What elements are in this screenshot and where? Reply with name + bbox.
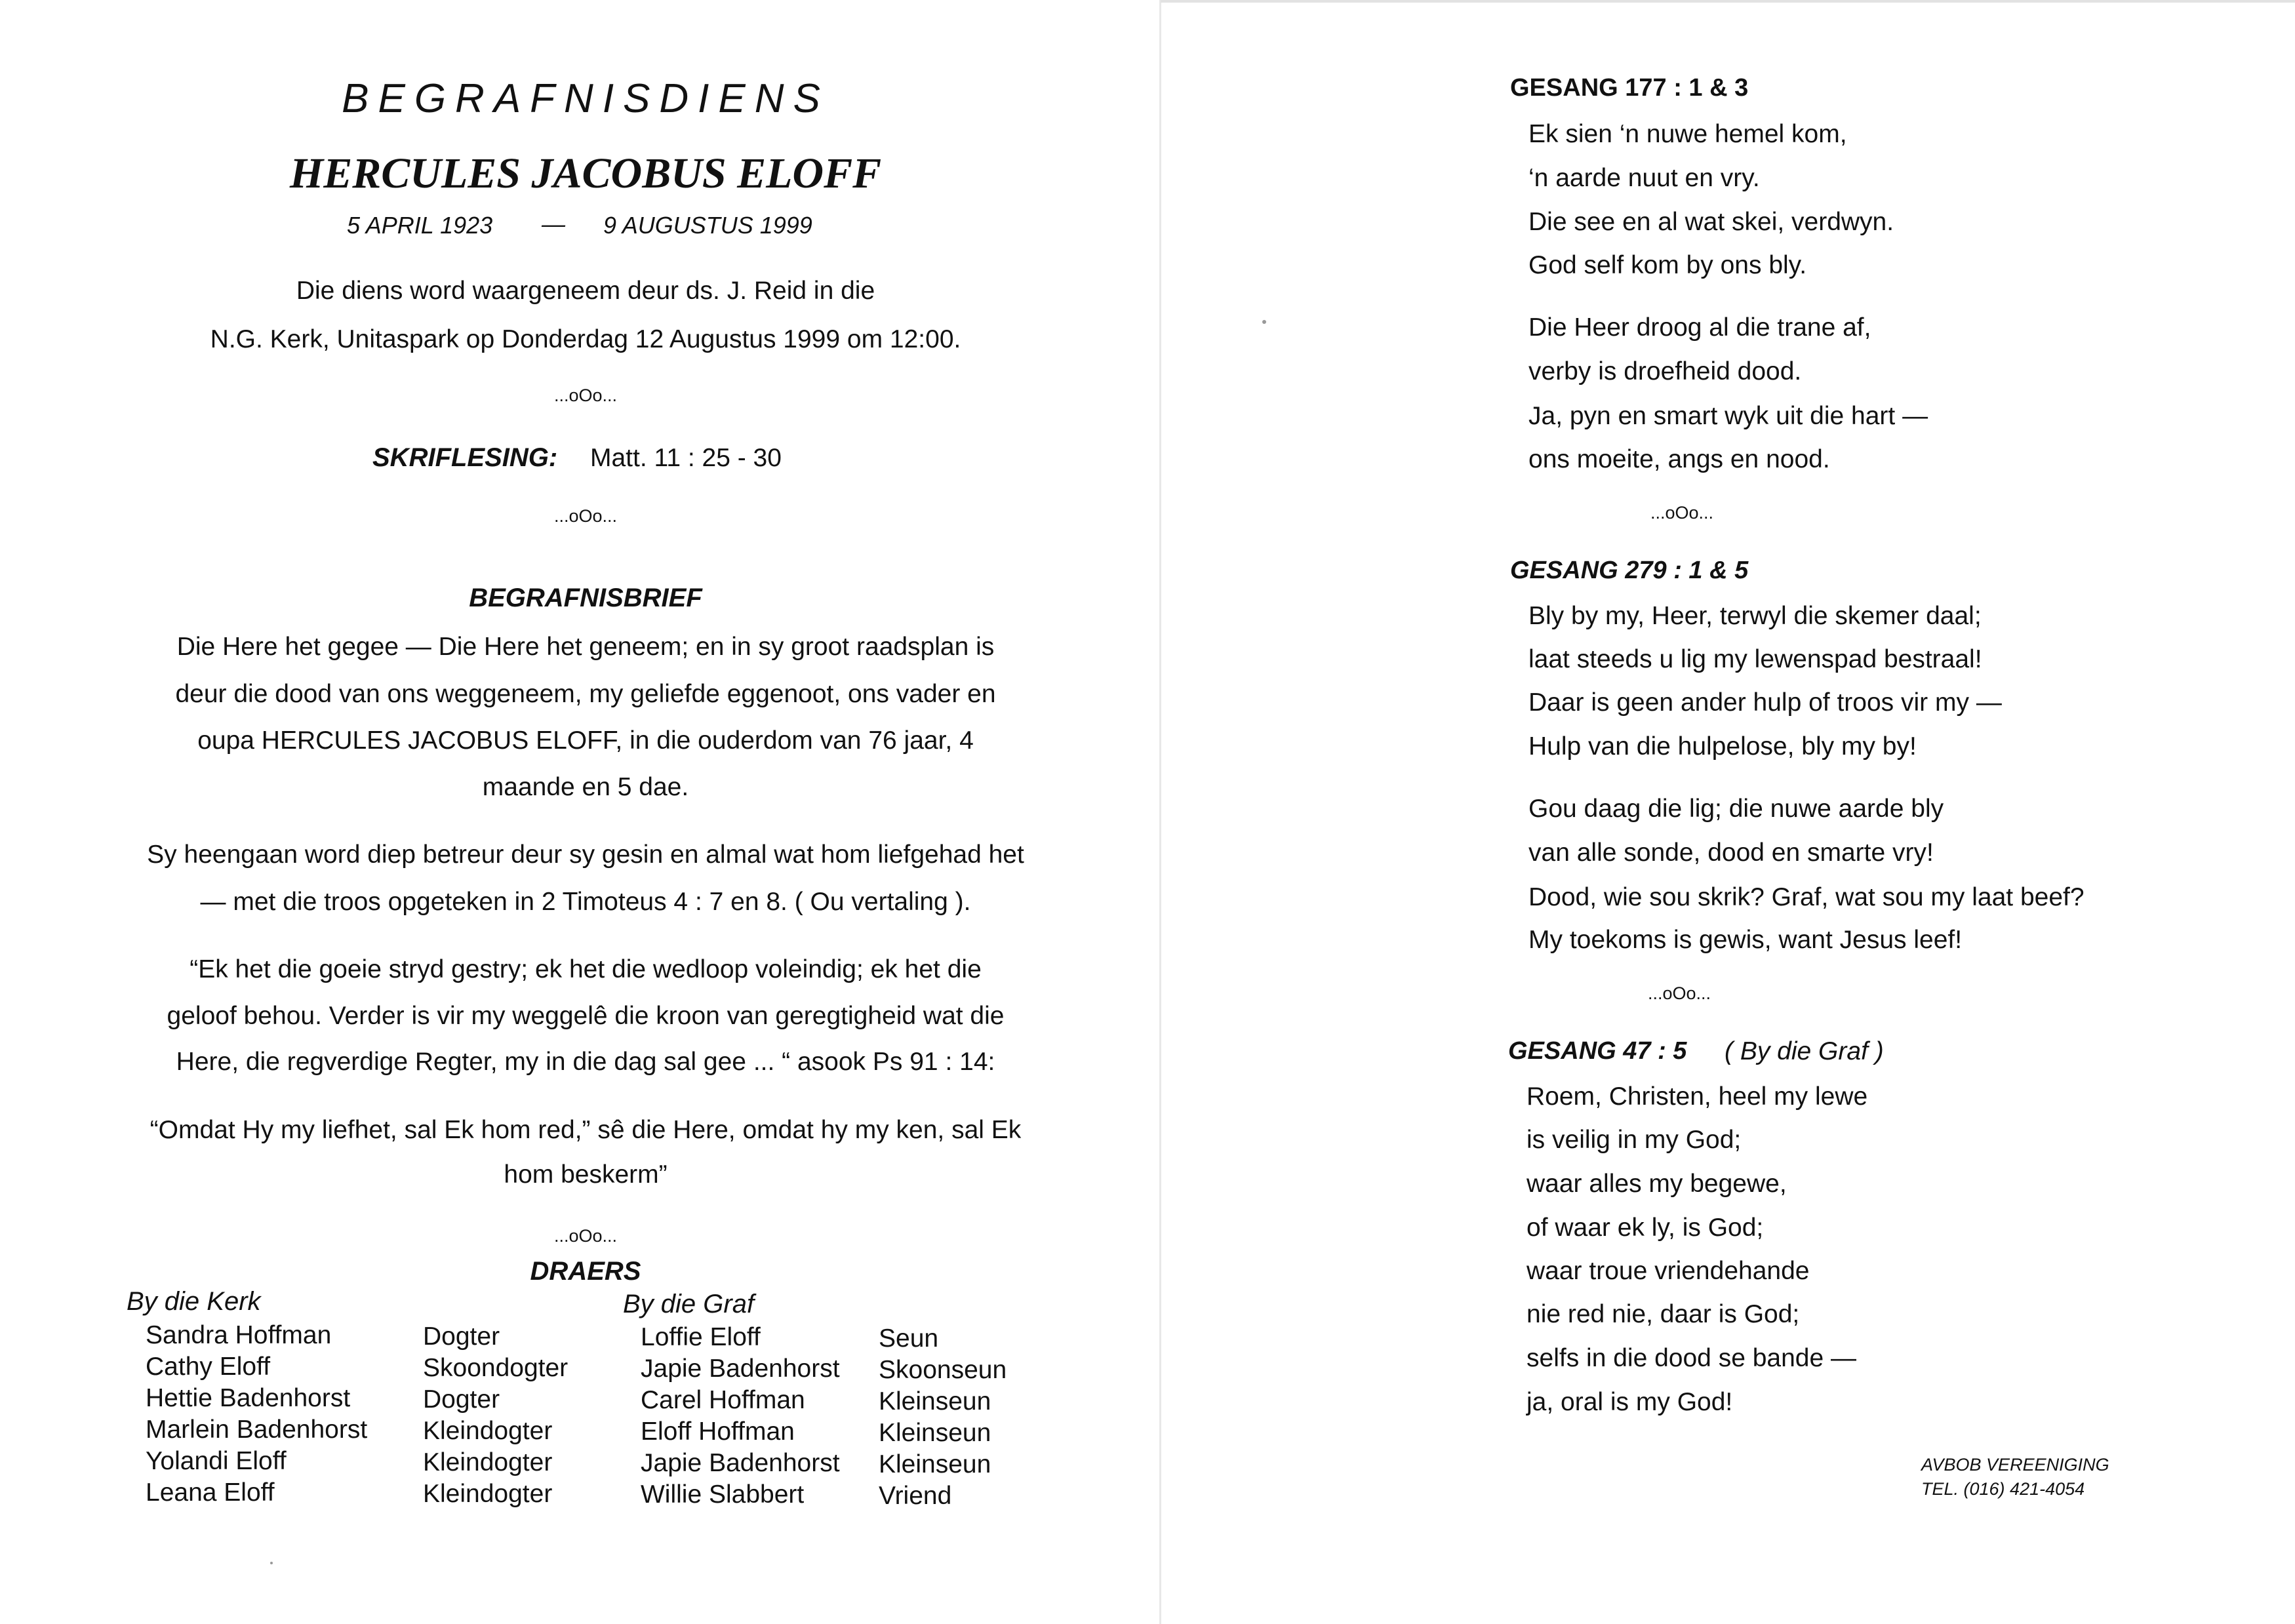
bearer-relation: Kleinseun: [879, 1419, 991, 1447]
hymn-line: Hulp van die hulpelose, bly my by!: [1528, 732, 1917, 761]
funeral-home-name: AVBOB VEREENIGING: [1921, 1455, 2109, 1475]
grave-bearers-heading: By die Graf: [623, 1290, 755, 1318]
birth-date: 5 APRIL 1923: [347, 212, 493, 239]
bearer-relation: Dogter: [423, 1385, 500, 1414]
separator: ...oOo...: [553, 506, 618, 526]
bearer-relation: Kleindogter: [423, 1448, 553, 1476]
bearer-name: Eloff Hoffman: [641, 1417, 795, 1446]
bearer-name: Japie Badenhorst: [641, 1449, 840, 1477]
service-line: Die diens word waargeneem deur ds. J. Reid in die: [296, 277, 875, 305]
church-bearers-heading: By die Kerk: [127, 1287, 261, 1316]
bearer-relation: Seun: [879, 1324, 939, 1353]
hymn-line: of waar ek ly, is God;: [1527, 1214, 1764, 1242]
bearer-name: Marlein Badenhorst: [146, 1416, 368, 1444]
hymn-line: Ek sien ‘n nuwe hemel kom,: [1528, 120, 1847, 148]
bearer-name: Yolandi Eloff: [146, 1447, 287, 1475]
bearer-relation: Kleinseun: [879, 1450, 991, 1478]
bearer-relation: Dogter: [423, 1322, 500, 1351]
date-dash: —: [542, 210, 565, 237]
letter-line: Sy heengaan word diep betreur deur sy gesin en almal wat hom liefgehad het: [147, 841, 1024, 869]
bearer-name: Willie Slabbert: [641, 1480, 805, 1509]
bearer-name: Leana Eloff: [146, 1478, 275, 1507]
bearers-heading: DRAERS: [530, 1257, 641, 1286]
hymn-title: GESANG 279 : 1 & 5: [1510, 557, 1749, 584]
bearer-relation: Kleindogter: [423, 1417, 553, 1445]
hymn-line: ‘n aarde nuut en vry.: [1528, 164, 1760, 192]
hymn-line: Daar is geen ander hulp of troos vir my —: [1528, 688, 2002, 717]
hymn-line: van alle sonde, dood en smarte vry!: [1528, 839, 1934, 867]
letter-line: deur die dood van ons weggeneem, my geliefde eggenoot, ons vader en: [175, 680, 996, 708]
letter-line: maande en 5 dae.: [482, 773, 689, 801]
letter-line: Die Here het gegee — Die Here het geneem; en in sy groot raadsplan is: [176, 633, 995, 661]
letter-line: — met die troos opgeteken in 2 Timoteus 4 : 7 en 8. ( Ou vertaling ).: [200, 888, 971, 916]
letter-line: “Ek het die goeie stryd gestry; ek het die wedloop voleindig; ek het die: [190, 955, 982, 983]
page-title: BEGRAFNISDIENS: [342, 76, 829, 121]
bearer-relation: Skoonseun: [879, 1356, 1007, 1384]
separator: ...oOo...: [553, 1226, 618, 1246]
hymn-line: Die Heer droog al die trane af,: [1528, 313, 1871, 342]
bearer-name: Loffie Eloff: [641, 1323, 761, 1351]
hymn-line: Gou daag die lig; die nuwe aarde bly: [1528, 795, 1944, 823]
hymn-line: verby is droefheid dood.: [1528, 357, 1802, 386]
page-edge: [1161, 0, 2295, 3]
reading-label: SKRIFLESING:: [372, 443, 558, 472]
hymn-line: waar alles my begewe,: [1527, 1170, 1787, 1198]
page-fold: [1159, 0, 1161, 1624]
letter-line: hom beskerm”: [504, 1160, 668, 1189]
letter-heading: BEGRAFNISBRIEF: [469, 584, 702, 612]
bearer-relation: Kleindogter: [423, 1480, 553, 1508]
bearer-relation: Skoondogter: [423, 1354, 569, 1382]
death-date: 9 AUGUSTUS 1999: [603, 212, 812, 239]
hymn-title: GESANG 177 : 1 & 3: [1510, 74, 1749, 102]
bearer-name: Carel Hoffman: [641, 1386, 805, 1414]
reading-reference: Matt. 11 : 25 - 30: [590, 444, 782, 472]
hymn-line: Roem, Christen, heel my lewe: [1527, 1082, 1868, 1111]
hymn-line: Die see en al wat skei, verdwyn.: [1528, 208, 1894, 236]
funeral-home-phone: TEL. (016) 421-4054: [1921, 1479, 2085, 1499]
bearer-relation: Vriend: [879, 1482, 952, 1510]
hymn-line: God self kom by ons bly.: [1528, 251, 1807, 279]
hymn-line: Dood, wie sou skrik? Graf, wat sou my laat beef?: [1528, 883, 2085, 911]
letter-line: oupa HERCULES JACOBUS ELOFF, in die ouderdom van 76 jaar, 4: [197, 726, 974, 755]
hymn-line: Bly by my, Heer, terwyl die skemer daal;: [1528, 602, 1982, 630]
paper-speck: [270, 1562, 273, 1564]
deceased-name: HERCULES JACOBUS ELOFF: [289, 149, 882, 197]
hymn-line: My toekoms is gewis, want Jesus leef!: [1528, 926, 1963, 954]
bearer-name: Hettie Badenhorst: [146, 1384, 351, 1412]
separator: ...oOo...: [1650, 503, 1714, 523]
separator: ...oOo...: [553, 386, 618, 405]
hymn-line: waar troue vriendehande: [1527, 1257, 1810, 1285]
bearer-name: Cathy Eloff: [146, 1353, 271, 1381]
separator: ...oOo...: [1648, 983, 1711, 1003]
letter-line: “Omdat Hy my liefhet, sal Ek hom red,” sê die Here, omdat hy my ken, sal Ek: [150, 1116, 1022, 1144]
hymn-line: nie red nie, daar is God;: [1527, 1300, 1800, 1328]
letter-line: geloof behou. Verder is vir my weggelê die kroon van geregtigheid wat die: [167, 1002, 1005, 1030]
hymn-line: ons moeite, angs en nood.: [1528, 445, 1830, 473]
hymn-line: ja, oral is my God!: [1527, 1388, 1733, 1416]
hymn-line: is veilig in my God;: [1527, 1126, 1742, 1154]
bearer-relation: Kleinseun: [879, 1387, 991, 1416]
paper-speck: [1262, 320, 1266, 324]
service-line: N.G. Kerk, Unitaspark op Donderdag 12 Augustus 1999 om 12:00.: [210, 325, 961, 353]
hymn-title: GESANG 47 : 5: [1508, 1037, 1687, 1065]
bearer-name: Sandra Hoffman: [146, 1321, 332, 1349]
bearer-name: Japie Badenhorst: [641, 1355, 840, 1383]
hymn-line: selfs in die dood se bande —: [1527, 1344, 1857, 1372]
hymn-line: Ja, pyn en smart wyk uit die hart —: [1528, 402, 1928, 430]
hymn-subtitle: ( By die Graf ): [1725, 1037, 1884, 1065]
hymn-line: laat steeds u lig my lewenspad bestraal!: [1528, 645, 1982, 673]
letter-line: Here, die regverdige Regter, my in die dag sal gee ... “ asook Ps 91 : 14:: [176, 1048, 995, 1076]
